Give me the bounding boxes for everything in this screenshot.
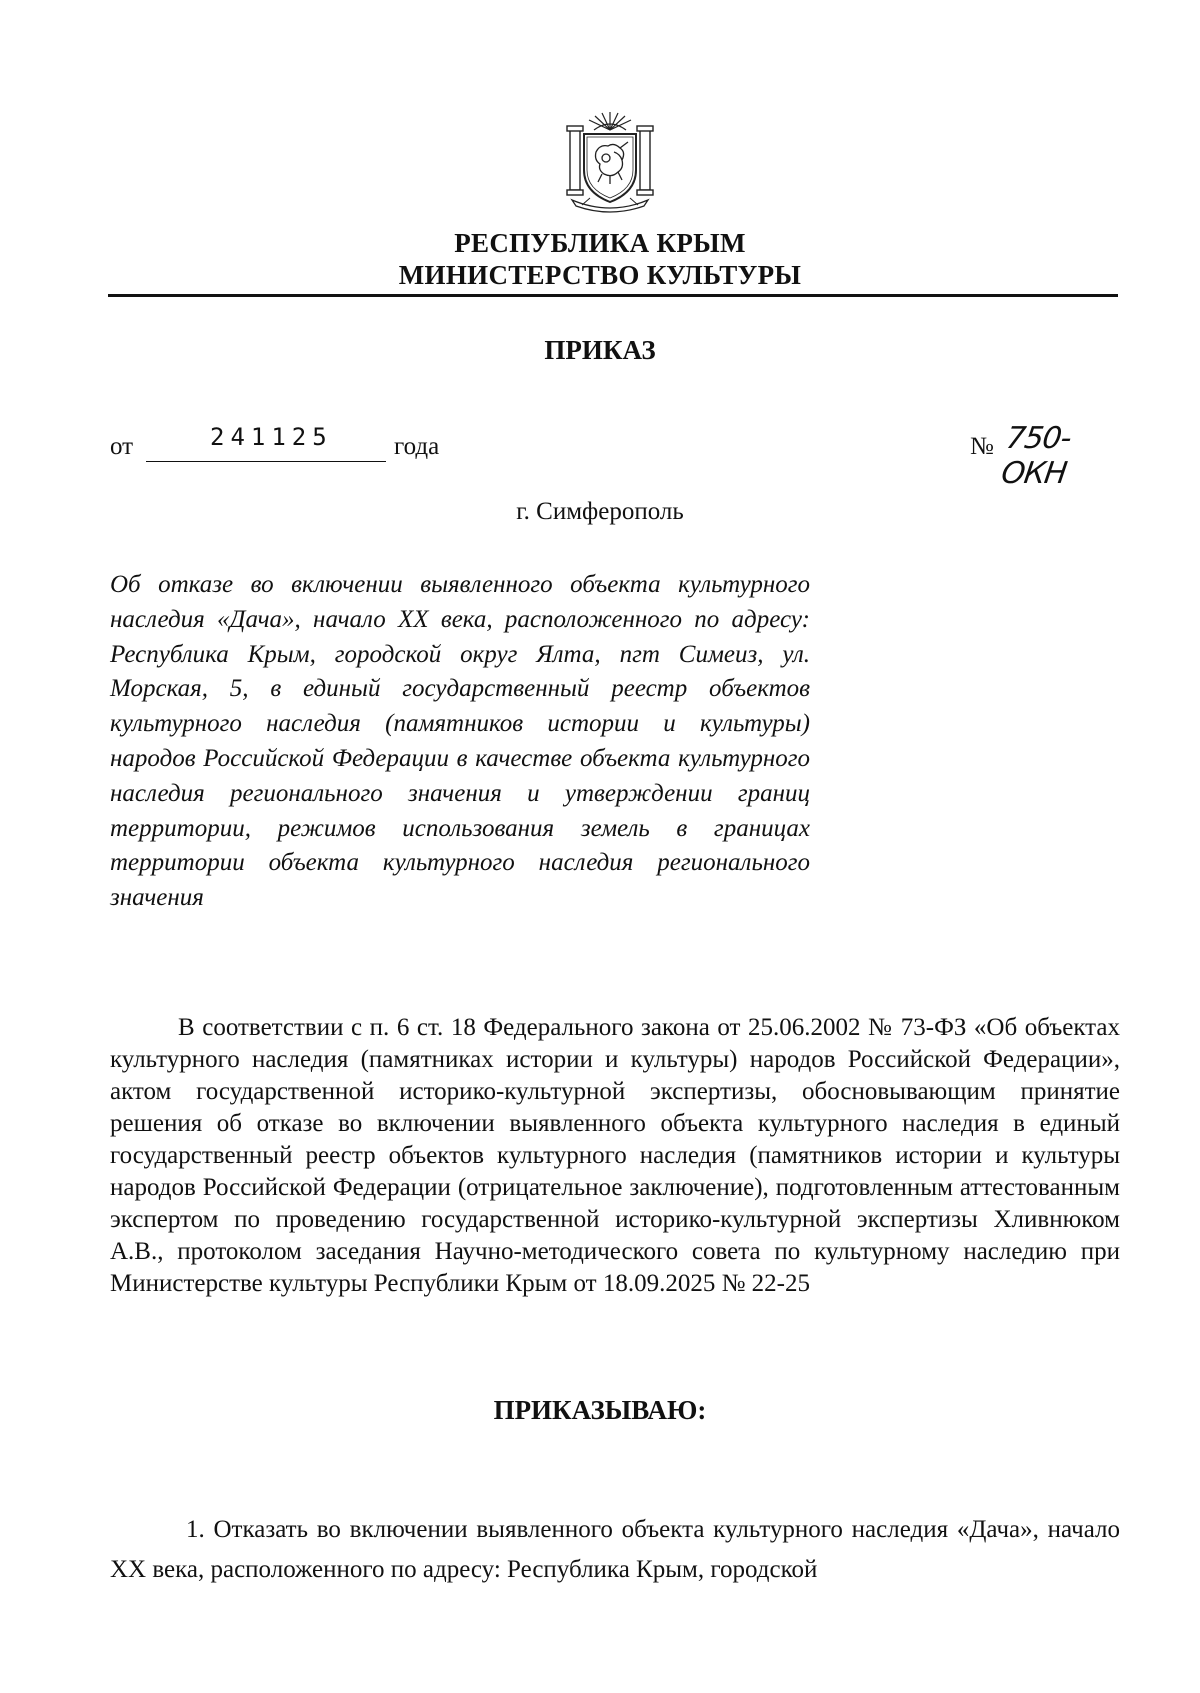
document-subject: Об отказе во включении выявленного объекта культурного наследия «Дача», начало XX века, расположенного по адресу: Республика Крым, городской округ Ялта, пгт Симеиз, ул. Морская, 5, в единый государственный реестр объектов культурного наследия (памятников истории и культуры) народов Российской Федерации в качестве объекта культурного наследия регионального значения и утверждении границ территории, режимов использования земель в границах территории объекта культурного наследия регионального значения (110, 571, 810, 912)
date-value: 241125 (210, 423, 333, 451)
document-date-number-row (110, 421, 1130, 491)
organization-name-line2: МИНИСТЕРСТВО КУЛЬТУРЫ (398, 260, 802, 290)
clause-1: 1. Отказать во включении выявленного объекта культурного наследия «Дача», начало XX века, расположенного по адресу: Республика Крым, городской (110, 1516, 1120, 1583)
date-suffix: года (394, 433, 440, 460)
date-field (146, 425, 386, 462)
document-number (970, 421, 1130, 491)
number-value-handwritten: 750-ОКН (999, 421, 1074, 491)
crimea-coat-of-arms-icon (562, 108, 658, 216)
organization-name-line1: РЕСПУБЛИКА КРЫМ (454, 228, 746, 258)
document-type-title: ПРИКАЗ (544, 335, 656, 365)
number-sign: № (970, 433, 994, 460)
header-divider (108, 294, 1118, 297)
preamble-paragraph: В соответствии с п. 6 ст. 18 Федерального закона от 25.06.2002 № 73-ФЗ «Об объектах культурного наследия (памятниках истории и культуры) народов Российской Федерации», актом государственной историко-культурной экспертизы, обосновывающим принятие решения об отказе во включении выявленного объекта культурного наследия в единый государственный реестр объектов культурного наследия (памятников истории и культуры народов Российской Федерации (отрицательное заключение), подготовленным аттестованным экспертом по проведению государственной историко-культурной экспертизы Хливнюком А.В., протоколом заседания Научно-методического совета по культурному наследию при Министерстве культуры Республики Крым от 18.09.2025 № 22-25 (110, 1014, 1120, 1297)
issuing-city: г. Симферополь (516, 498, 684, 525)
date-prefix: от (110, 433, 134, 460)
command-heading: ПРИКАЗЫВАЮ: (493, 1395, 707, 1425)
